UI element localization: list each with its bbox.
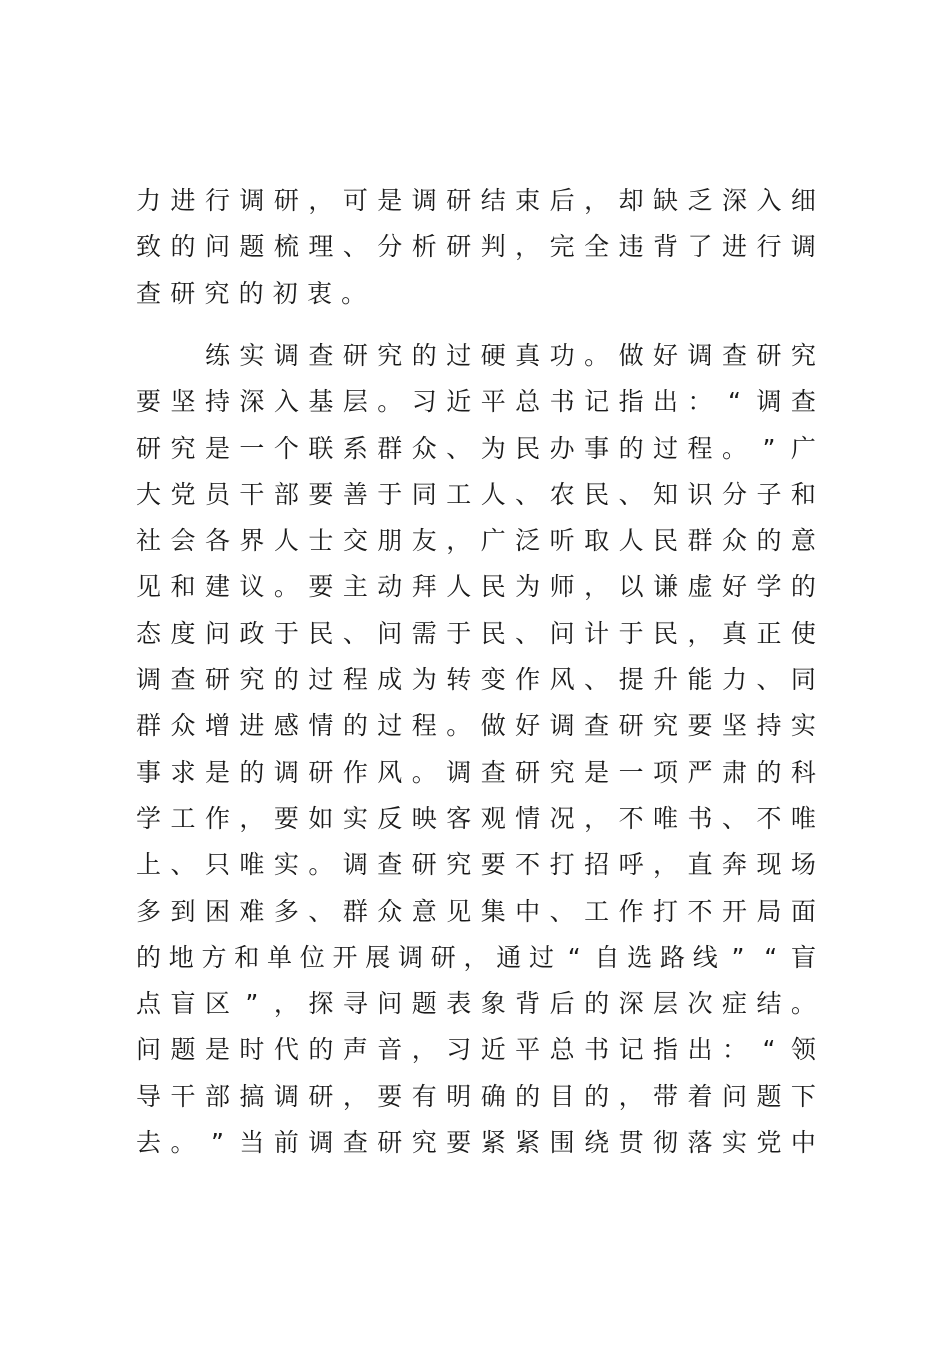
text-line: 学 工 作 ， 要 如 实 反 映 客 观 情 况 ， 不 唯 书 、 不 唯 [136, 803, 816, 833]
text-line: 上 、 只 唯 实 。 调 查 研 究 要 不 打 招 呼 ， 直 奔 现 场 [136, 850, 816, 880]
text-line: 去 。 ” 当 前 调 查 研 究 要 紧 紧 围 绕 贯 彻 落 实 党 中 [136, 1128, 816, 1158]
text-line: 研 究 是 一 个 联 系 群 众 、 为 民 办 事 的 过 程 。 ” 广 [136, 433, 816, 463]
text-line: 见 和 建 议 。 要 主 动 拜 人 民 为 师 ， 以 谦 虚 好 学 的 [136, 572, 816, 602]
text-line: 社 会 各 界 人 士 交 朋 友 ， 广 泛 听 取 人 民 群 众 的 意 [136, 526, 816, 556]
text-line: 多 到 困 难 多 、 群 众 意 见 集 中 、 工 作 打 不 开 局 面 [136, 896, 816, 926]
text-line: 事 求 是 的 调 研 作 风 。 调 查 研 究 是 一 项 严 肃 的 科 [136, 757, 816, 787]
text-line: 调 查 研 究 的 过 程 成 为 转 变 作 风 、 提 升 能 力 、 同 [136, 665, 816, 695]
text-line: 致 的 问 题 梳 理 、 分 析 研 判 ， 完 全 违 背 了 进 行 调 [136, 232, 816, 262]
text-line: 导 干 部 搞 调 研 ， 要 有 明 确 的 目 的 ， 带 着 问 题 下 [136, 1081, 816, 1111]
text-line: 要 坚 持 深 入 基 层 。 习 近 平 总 书 记 指 出 ： “ 调 查 [136, 387, 816, 417]
text-line: 大 党 员 干 部 要 善 于 同 工 人 、 农 民 、 知 识 分 子 和 [136, 479, 816, 509]
text-line: 点 盲 区 ” ， 探 寻 问 题 表 象 背 后 的 深 层 次 症 结 。 [136, 989, 816, 1019]
text-line: 问 题 是 时 代 的 声 音 ， 习 近 平 总 书 记 指 出 ： “ 领 [136, 1035, 816, 1065]
paragraph-2 [136, 333, 816, 1166]
text-line: 态 度 问 政 于 民 、 问 需 于 民 、 问 计 于 民 ， 真 正 使 [136, 618, 816, 648]
text-line: 练 实 调 查 研 究 的 过 硬 真 功 。 做 好 调 查 研 究 [204, 341, 816, 370]
text-line: 的 地 方 和 单 位 开 展 调 研 ， 通 过 “ 自 选 路 线 ” “ 盲 [136, 942, 817, 972]
text-line: 查 研 究 的 初 衷 。 [136, 278, 367, 308]
text-line: 力 进 行 调 研 ， 可 是 调 研 结 束 后 ， 却 缺 乏 深 入 细 [136, 186, 816, 215]
text-line: 群 众 增 进 感 情 的 过 程 。 做 好 调 查 研 究 要 坚 持 实 [136, 711, 816, 741]
paragraph-1 [136, 178, 816, 317]
